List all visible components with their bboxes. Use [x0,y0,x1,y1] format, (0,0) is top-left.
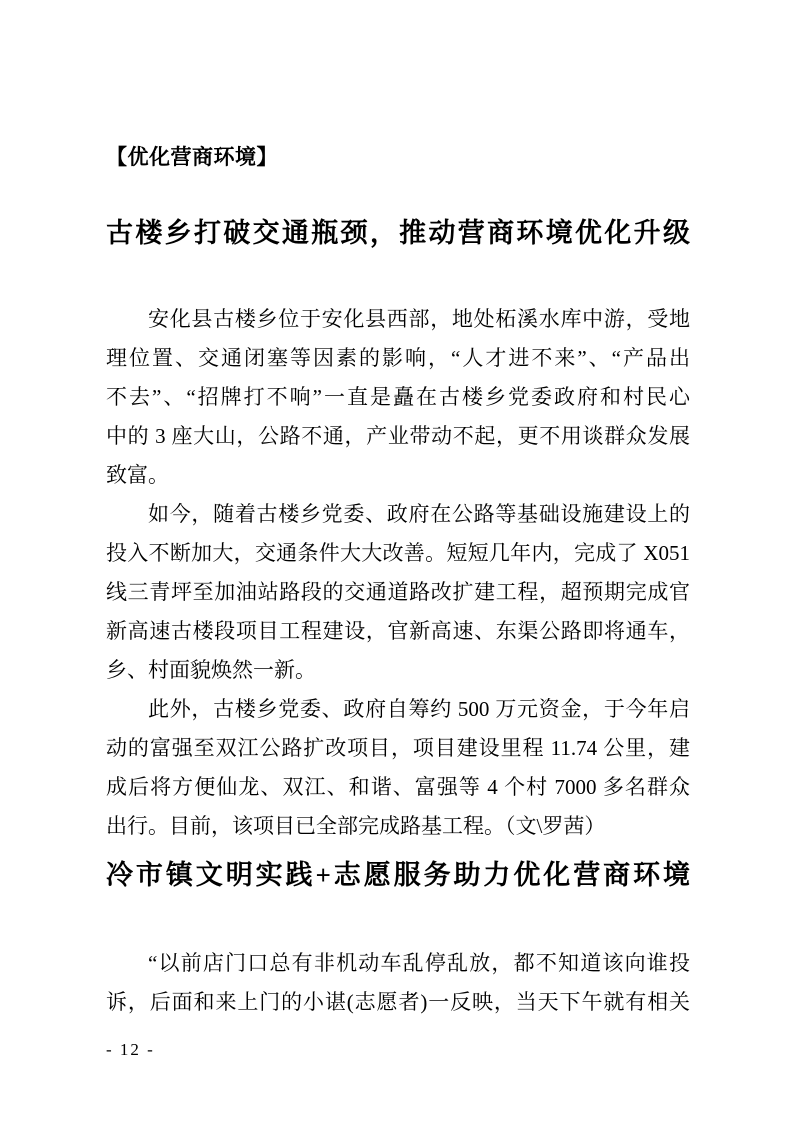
text-line: “以前店门口总有非机动车乱停乱放，都不知道该向谁投 [148,951,690,975]
article-1-title: 古楼乡打破交通瓶颈，推动营商环境优化升级 [106,218,690,248]
article-1-paragraph-3 [106,690,690,846]
page-number: - 12 - [106,1040,155,1059]
text-line: 安化县古楼乡位于安化县西部，地处柘溪水库中游，受地 [148,307,690,331]
article-2-title: 冷市镇文明实践+志愿服务助力优化营商环境 [106,860,690,890]
text-line: 出行。目前，该项目已全部完成路基工程。（文\罗茜） [106,814,606,838]
article-1-paragraph-1 [106,300,690,495]
text-line: 此外，古楼乡党委、政府自筹约 500 万元资金，于今年启 [148,697,690,721]
text-line: 诉，后面和来上门的小谌(志愿者)一反映，当天下午就有相关 [106,990,690,1014]
text-line: 中的 3 座大山，公路不通，产业带动不起，更不用谈群众发展 [106,424,690,448]
text-line: 不去”、“招牌打不响”一直是矗在古楼乡党委政府和村民心 [106,385,690,409]
text-line: 动的富强至双江公路扩改项目，项目建设里程 11.74 公里，建 [106,736,690,760]
article-1-paragraph-2 [106,495,690,690]
text-line: 线三青坪至加油站路段的交通道路改扩建工程，超预期完成官 [106,580,690,604]
page-content [0,146,793,1060]
text-line: 成后将方便仙龙、双江、和谐、富强等 4 个村 7000 多名群众 [106,775,690,799]
text-line: 如今，随着古楼乡党委、政府在公路等基础设施建设上的 [148,502,690,526]
article-2-paragraph-1 [106,944,690,1022]
text-line: 投入不断加大，交通条件大大改善。短短几年内，完成了 X051 [106,541,690,565]
text-line: 新高速古楼段项目工程建设，官新高速、东渠公路即将通车， [106,619,690,643]
section-tag: 【优化营商环境】 [106,146,278,169]
text-line: 乡、村面貌焕然一新。 [106,658,316,682]
text-line: 理位置、交通闭塞等因素的影响，“人才进不来”、“产品出 [106,346,690,370]
text-line: 致富。 [106,463,169,487]
